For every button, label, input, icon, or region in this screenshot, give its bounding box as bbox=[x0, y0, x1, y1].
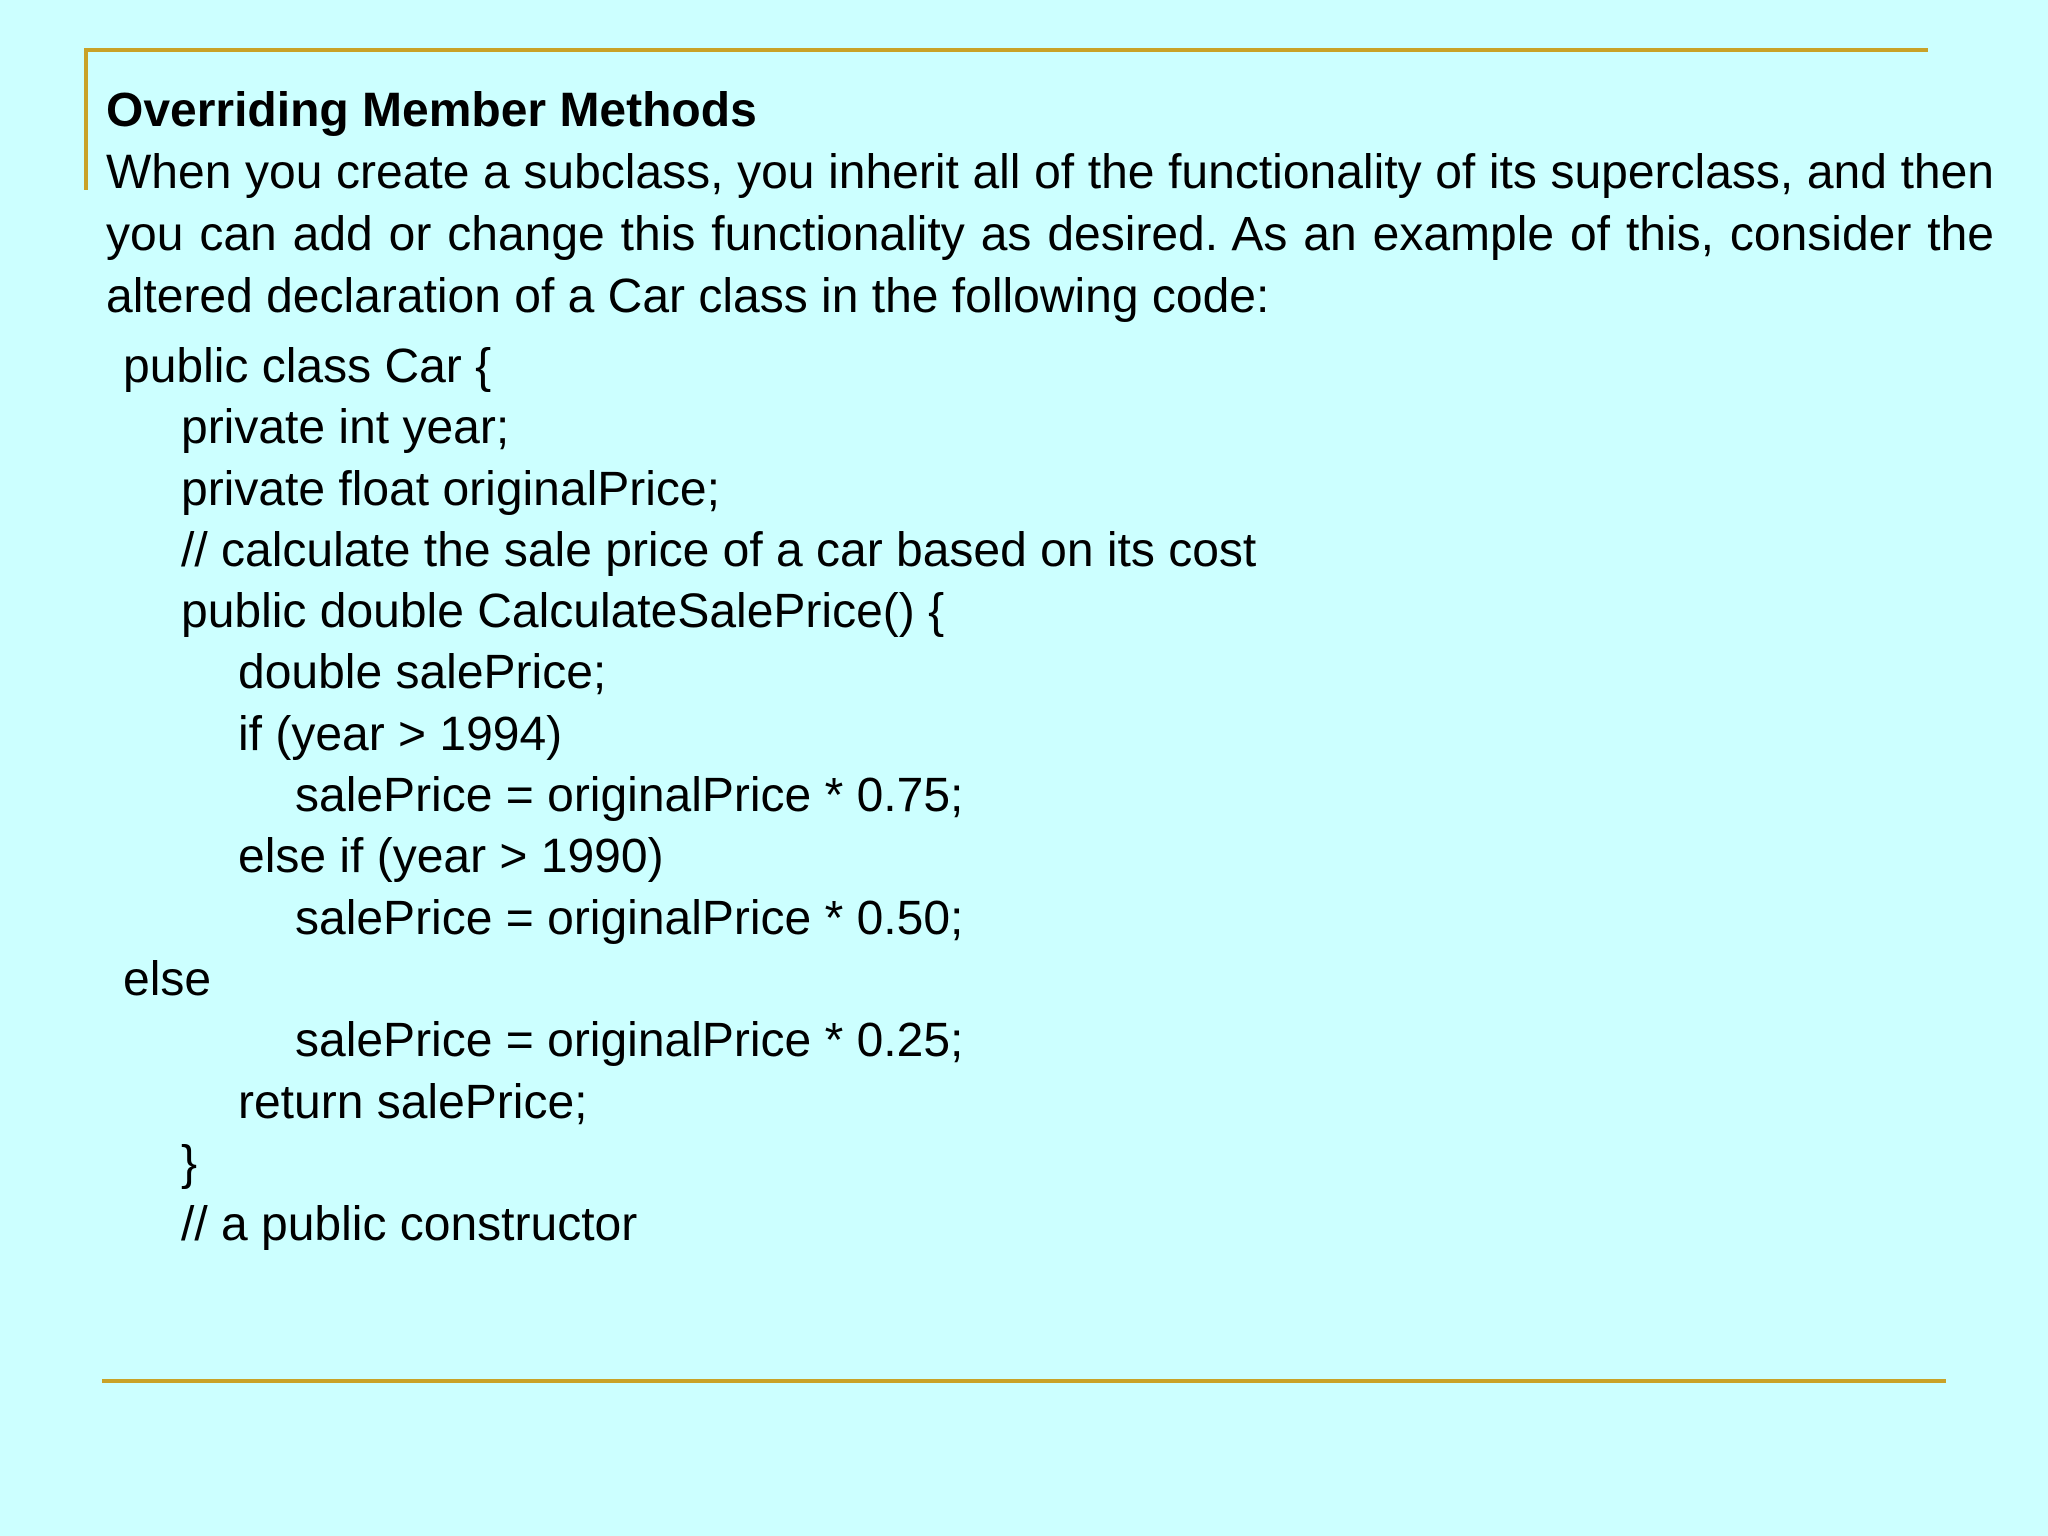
code-line: } bbox=[181, 1136, 198, 1190]
code-line: salePrice = originalPrice * 0.25; bbox=[295, 1014, 964, 1068]
slide-content bbox=[106, 80, 1994, 1255]
code-line: // calculate the sale price of a car based on its cost bbox=[181, 523, 1257, 577]
top-accent-rule bbox=[84, 48, 1928, 52]
bottom-accent-rule bbox=[102, 1379, 1946, 1383]
code-line: double salePrice; bbox=[238, 646, 607, 700]
code-line: private int year; bbox=[181, 401, 510, 455]
slide-title: Overriding Member Methods bbox=[106, 84, 757, 137]
code-block bbox=[106, 336, 1994, 1255]
code-line: public class Car { bbox=[123, 340, 492, 393]
code-line: return salePrice; bbox=[238, 1075, 588, 1129]
intro-paragraph: When you create a subclass, you inherit all of the functionality of its superclass, and then you can add or change this functionality as desired. As an example of this, consider the altered declaration of a Car class in the following code: bbox=[106, 146, 1994, 323]
left-accent-rule bbox=[84, 48, 88, 190]
code-line: salePrice = originalPrice * 0.75; bbox=[295, 769, 964, 823]
code-line: // a public constructor bbox=[181, 1198, 638, 1252]
code-line: else if (year > 1990) bbox=[238, 830, 664, 884]
code-line: public double CalculateSalePrice() { bbox=[181, 585, 945, 639]
code-line: private float originalPrice; bbox=[181, 462, 720, 516]
code-line: salePrice = originalPrice * 0.50; bbox=[295, 891, 964, 945]
code-line: if (year > 1994) bbox=[238, 707, 563, 761]
code-line: else bbox=[123, 952, 212, 1006]
